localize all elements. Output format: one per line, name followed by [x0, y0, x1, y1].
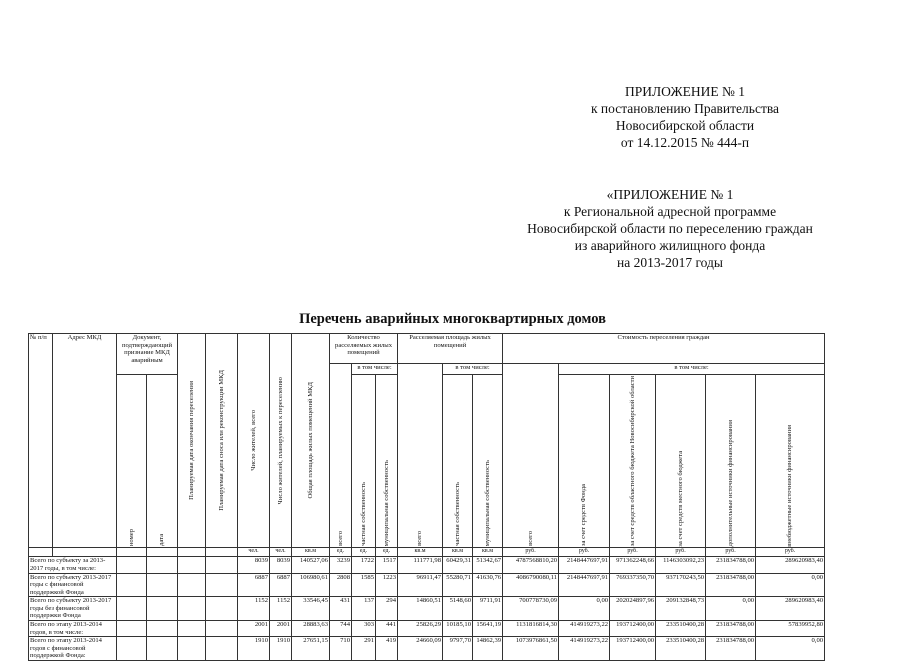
appendix-2-header [490, 186, 850, 271]
header-rooms-including: в том числе: [352, 364, 398, 375]
empty-cell [147, 557, 178, 573]
table-cell: 1131816814,30 [503, 621, 559, 637]
table-cell: 769337350,70 [610, 573, 656, 597]
table-cell: 431 [330, 597, 352, 621]
table-cell: 1152 [270, 597, 292, 621]
table-cell: 441 [376, 621, 398, 637]
unit-cell [206, 548, 238, 557]
header-doc-number: номер [117, 375, 147, 548]
header-rooms-municipal: муниципальная собственность [376, 375, 398, 548]
appendix-1-line: ПРИЛОЖЕНИЕ № 1 [624, 84, 746, 99]
table-cell: 41630,76 [473, 573, 503, 597]
table-cell: 55280,71 [443, 573, 473, 597]
table-cell: 289620983,40 [756, 557, 825, 573]
header-cost-fund: за счет средств Фонда [559, 375, 610, 548]
table-cell: 202024897,96 [610, 597, 656, 621]
table-cell: 2148447697,91 [559, 573, 610, 597]
table-cell: 1146303092,23 [656, 557, 706, 573]
units-row [29, 548, 825, 557]
table-cell: 10185,10 [443, 621, 473, 637]
unit-cell [117, 548, 147, 557]
table-cell: 2808 [330, 573, 352, 597]
header-area-total: всего [398, 364, 443, 548]
table-cell: 15641,19 [473, 621, 503, 637]
empty-cell [206, 557, 238, 573]
unit-cell: чел. [238, 548, 270, 557]
header-address: Адрес МКД [53, 334, 117, 548]
row-label: Всего по этапу 2013-2014 годов, в том числе: [29, 621, 117, 637]
table-row [29, 621, 825, 637]
empty-cell [147, 621, 178, 637]
header-cost-additional: дополнительные источники финансирования [706, 375, 756, 548]
unit-cell: ед. [330, 548, 352, 557]
table-row [29, 557, 825, 573]
table-cell: 6887 [270, 573, 292, 597]
table-cell: 231834788,00 [706, 573, 756, 597]
unit-cell: кв.м [473, 548, 503, 557]
table-cell: 9797,70 [443, 637, 473, 661]
table-cell: 106980,61 [292, 573, 330, 597]
row-label: Всего по субъекту 2013-2017 годы с финансовой поддержкой Фонда [29, 573, 117, 597]
unit-cell: кв.м [292, 548, 330, 557]
header-residents-total: Число жителей, всего [238, 334, 270, 548]
table-cell: 33546,45 [292, 597, 330, 621]
header-number: № п/п [29, 334, 53, 548]
appendix-2-line: из аварийного жилищного фонда [574, 238, 766, 253]
table-cell: 231834788,00 [706, 637, 756, 661]
empty-cell [117, 597, 147, 621]
table-cell: 193712400,00 [610, 637, 656, 661]
table-row [29, 637, 825, 661]
table-cell: 5148,60 [443, 597, 473, 621]
table-cell: 9711,91 [473, 597, 503, 621]
unit-cell: руб. [503, 548, 559, 557]
unit-cell: чел. [270, 548, 292, 557]
header-cost-including: в том числе: [559, 364, 825, 375]
table-cell: 231834788,00 [706, 557, 756, 573]
unit-cell: руб. [706, 548, 756, 557]
appendix-1-line: Новосибирской области [615, 118, 755, 133]
empty-cell [117, 637, 147, 661]
header-area-private: частная собственность [443, 375, 473, 548]
table-cell: 6887 [238, 573, 270, 597]
header-planned-end: Планируемая дата окончания переселения [178, 334, 206, 548]
table-cell: 14862,39 [473, 637, 503, 661]
table-cell: 8039 [270, 557, 292, 573]
header-cost-nonfund: внебюджетные источники финансирования [756, 375, 825, 548]
table-cell: 193712400,00 [610, 621, 656, 637]
empty-cell [178, 637, 206, 661]
unit-cell [147, 548, 178, 557]
appendix-2-line: на 2013-2017 годы [617, 255, 723, 270]
unit-cell: ед. [352, 548, 376, 557]
empty-cell [117, 557, 147, 573]
appendix-2-line: Новосибирской области по переселению граждан [527, 221, 813, 236]
appendix-2-line: к Региональной адресной программе [563, 204, 777, 219]
table-cell: 137 [352, 597, 376, 621]
table-cell: 111771,98 [398, 557, 443, 573]
table-cell: 0,00 [756, 573, 825, 597]
row-label: Всего по субъекту 2013-2017 годы без финансовой поддержки Фонда [29, 597, 117, 621]
table-cell: 140527,06 [292, 557, 330, 573]
table-cell: 1073976861,50 [503, 637, 559, 661]
table-cell: 60429,31 [443, 557, 473, 573]
table-cell: 1910 [238, 637, 270, 661]
empty-cell [147, 573, 178, 597]
unit-cell: кв.м [398, 548, 443, 557]
table-cell: 233510400,28 [656, 637, 706, 661]
table-cell: 700778730,09 [503, 597, 559, 621]
table-cell: 1223 [376, 573, 398, 597]
empty-cell [206, 597, 238, 621]
header-cost-group: Стоимость переселения граждан [503, 334, 825, 364]
table-cell: 1152 [238, 597, 270, 621]
table-cell: 1517 [376, 557, 398, 573]
table-cell: 303 [352, 621, 376, 637]
table-body [29, 557, 825, 661]
table-cell: 96911,47 [398, 573, 443, 597]
appendix-1-header [560, 83, 810, 151]
table-cell: 2148447697,91 [559, 557, 610, 573]
table-cell: 2001 [238, 621, 270, 637]
table-cell: 294 [376, 597, 398, 621]
table-cell: 414919273,22 [559, 637, 610, 661]
table-cell: 419 [376, 637, 398, 661]
table-row [29, 573, 825, 597]
header-rooms-total: всего [330, 364, 352, 548]
table-cell: 233510400,28 [656, 621, 706, 637]
table-cell: 3239 [330, 557, 352, 573]
appendix-1-line: от 14.12.2015 № 444-п [620, 135, 750, 150]
unit-cell: кв.м [443, 548, 473, 557]
table-cell: 25826,29 [398, 621, 443, 637]
table-cell: 8039 [238, 557, 270, 573]
header-doc-date: дата [147, 375, 178, 548]
page-title: Перечень аварийных многоквартирных домов [299, 311, 606, 327]
table-cell: 0,00 [559, 597, 610, 621]
table-cell: 27651,15 [292, 637, 330, 661]
header-area-group: Расселяемая площадь жилых помещений [398, 334, 503, 364]
table-cell: 51342,67 [473, 557, 503, 573]
unit-cell: руб. [559, 548, 610, 557]
table-cell: 291 [352, 637, 376, 661]
table-cell: 57839952,80 [756, 621, 825, 637]
table-cell: 231834788,00 [706, 621, 756, 637]
table-cell: 24660,09 [398, 637, 443, 661]
header-residents-planned: Число жителей, планируемых к переселению [270, 334, 292, 548]
emergency-buildings-table [28, 333, 825, 661]
unit-cell [29, 548, 53, 557]
table-cell: 744 [330, 621, 352, 637]
header-rooms-private: частная собственность [352, 375, 376, 548]
empty-cell [206, 637, 238, 661]
unit-cell: руб. [656, 548, 706, 557]
table-cell: 209132848,73 [656, 597, 706, 621]
table-cell: 0,00 [756, 637, 825, 661]
table-cell: 0,00 [706, 597, 756, 621]
empty-cell [117, 621, 147, 637]
table-cell: 937170243,50 [656, 573, 706, 597]
table-cell: 1585 [352, 573, 376, 597]
table-row [29, 597, 825, 621]
header-cost-local: за счет средств местного бюджета [656, 375, 706, 548]
appendix-2-line: «ПРИЛОЖЕНИЕ № 1 [606, 187, 734, 202]
header-area-including: в том числе: [443, 364, 503, 375]
table-cell: 1910 [270, 637, 292, 661]
empty-cell [178, 557, 206, 573]
unit-cell: руб. [756, 548, 825, 557]
header-document: Документ, подтверждающий признание МКД аварийным [117, 334, 178, 375]
empty-cell [206, 621, 238, 637]
table-cell: 971362248,66 [610, 557, 656, 573]
row-label: Всего по субъекту за 2013-2017 годы, в том числе: [29, 557, 117, 573]
table-cell: 4787568810,20 [503, 557, 559, 573]
table-cell: 1722 [352, 557, 376, 573]
header-cost-total: всего [503, 364, 559, 548]
empty-cell [147, 597, 178, 621]
header-rooms-group: Количество расселяемых жилых помещений [330, 334, 398, 364]
empty-cell [117, 573, 147, 597]
empty-cell [147, 637, 178, 661]
appendix-1-line: к постановлению Правительства [590, 101, 780, 116]
table-cell: 414919273,22 [559, 621, 610, 637]
header-planned-demolition: Планируемая дата сноса или реконструкции МКД [206, 334, 238, 548]
empty-cell [178, 573, 206, 597]
unit-cell [178, 548, 206, 557]
table-cell: 710 [330, 637, 352, 661]
table-cell: 2001 [270, 621, 292, 637]
header-cost-regional: за счет средств областного бюджета Новосибирской области [610, 375, 656, 548]
header-total-area: Общая площадь жилых помещений МКД [292, 334, 330, 548]
table-cell: 289620983,40 [756, 597, 825, 621]
table-cell: 28883,63 [292, 621, 330, 637]
unit-cell: руб. [610, 548, 656, 557]
empty-cell [178, 621, 206, 637]
table-cell: 14860,51 [398, 597, 443, 621]
table-cell: 4086790080,11 [503, 573, 559, 597]
header-area-municipal: муниципальная собственность [473, 375, 503, 548]
empty-cell [206, 573, 238, 597]
unit-cell: ед. [376, 548, 398, 557]
row-label: Всего по этапу 2013-2014 годов с финансовой поддержкой Фонда: [29, 637, 117, 661]
unit-cell [53, 548, 117, 557]
empty-cell [178, 597, 206, 621]
